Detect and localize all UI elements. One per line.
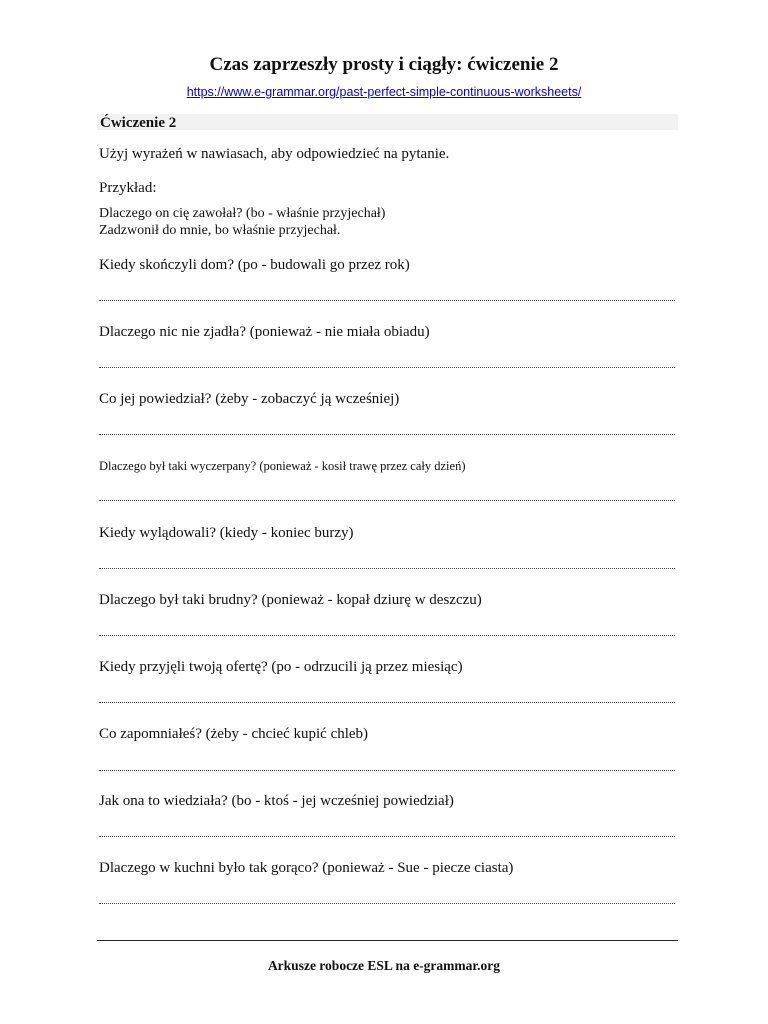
- question-2: Dlaczego nic nie zjadła? (ponieważ - nie miała obiadu): [99, 324, 430, 340]
- question-5: Kiedy wylądowali? (kiedy - koniec burzy): [99, 525, 354, 541]
- section-header-bar: [97, 114, 678, 130]
- answer-line-2[interactable]: [99, 367, 675, 368]
- question-8: Co zapomniałeś? (żeby - chcieć kupić chleb): [99, 726, 369, 742]
- answer-line-4[interactable]: [99, 500, 675, 501]
- page-title: Czas zaprzeszły prosty i ciągły: ćwiczenie 2: [209, 54, 559, 75]
- answer-line-6[interactable]: [99, 635, 675, 636]
- question-9: Jak ona to wiedziała? (bo - ktoś - jej wcześniej powiedział): [99, 793, 454, 809]
- answer-line-1[interactable]: [99, 300, 675, 301]
- footer-text: Arkusze robocze ESL na e-grammar.org: [267, 958, 501, 973]
- question-1: Kiedy skończyli dom? (po - budowali go przez rok): [99, 257, 410, 273]
- question-7: Kiedy przyjęli twoją ofertę? (po - odrzucili ją przez miesiąc): [99, 659, 463, 675]
- question-10: Dlaczego w kuchni było tak gorąco? (ponieważ - Sue - piecze ciasta): [99, 860, 514, 876]
- source-link[interactable]: https://www.e-grammar.org/past-perfect-simple-continuous-worksheets/: [186, 85, 582, 99]
- question-3: Co jej powiedział? (żeby - zobaczyć ją wcześniej): [99, 391, 400, 407]
- answer-line-10[interactable]: [99, 903, 675, 904]
- answer-line-9[interactable]: [99, 836, 675, 837]
- answer-line-8[interactable]: [99, 770, 675, 771]
- answer-line-5[interactable]: [99, 568, 675, 569]
- section-title: Ćwiczenie 2: [100, 115, 177, 131]
- instruction-text: Użyj wyrażeń w nawiasach, aby odpowiedzieć na pytanie.: [99, 146, 450, 162]
- footer-divider: [97, 940, 678, 941]
- answer-line-7[interactable]: [99, 702, 675, 703]
- example-label: Przykład:: [99, 180, 157, 196]
- example-question: Dlaczego on cię zawołał? (bo - właśnie przyjechał): [99, 206, 386, 221]
- example-answer: Zadzwonił do mnie, bo właśnie przyjechał.: [99, 223, 341, 238]
- answer-line-3[interactable]: [99, 434, 675, 435]
- question-4: Dlaczego był taki wyczerpany? (ponieważ - kosił trawę przez cały dzień): [99, 459, 466, 473]
- question-6: Dlaczego był taki brudny? (ponieważ - kopał dziurę w deszczu): [99, 592, 482, 608]
